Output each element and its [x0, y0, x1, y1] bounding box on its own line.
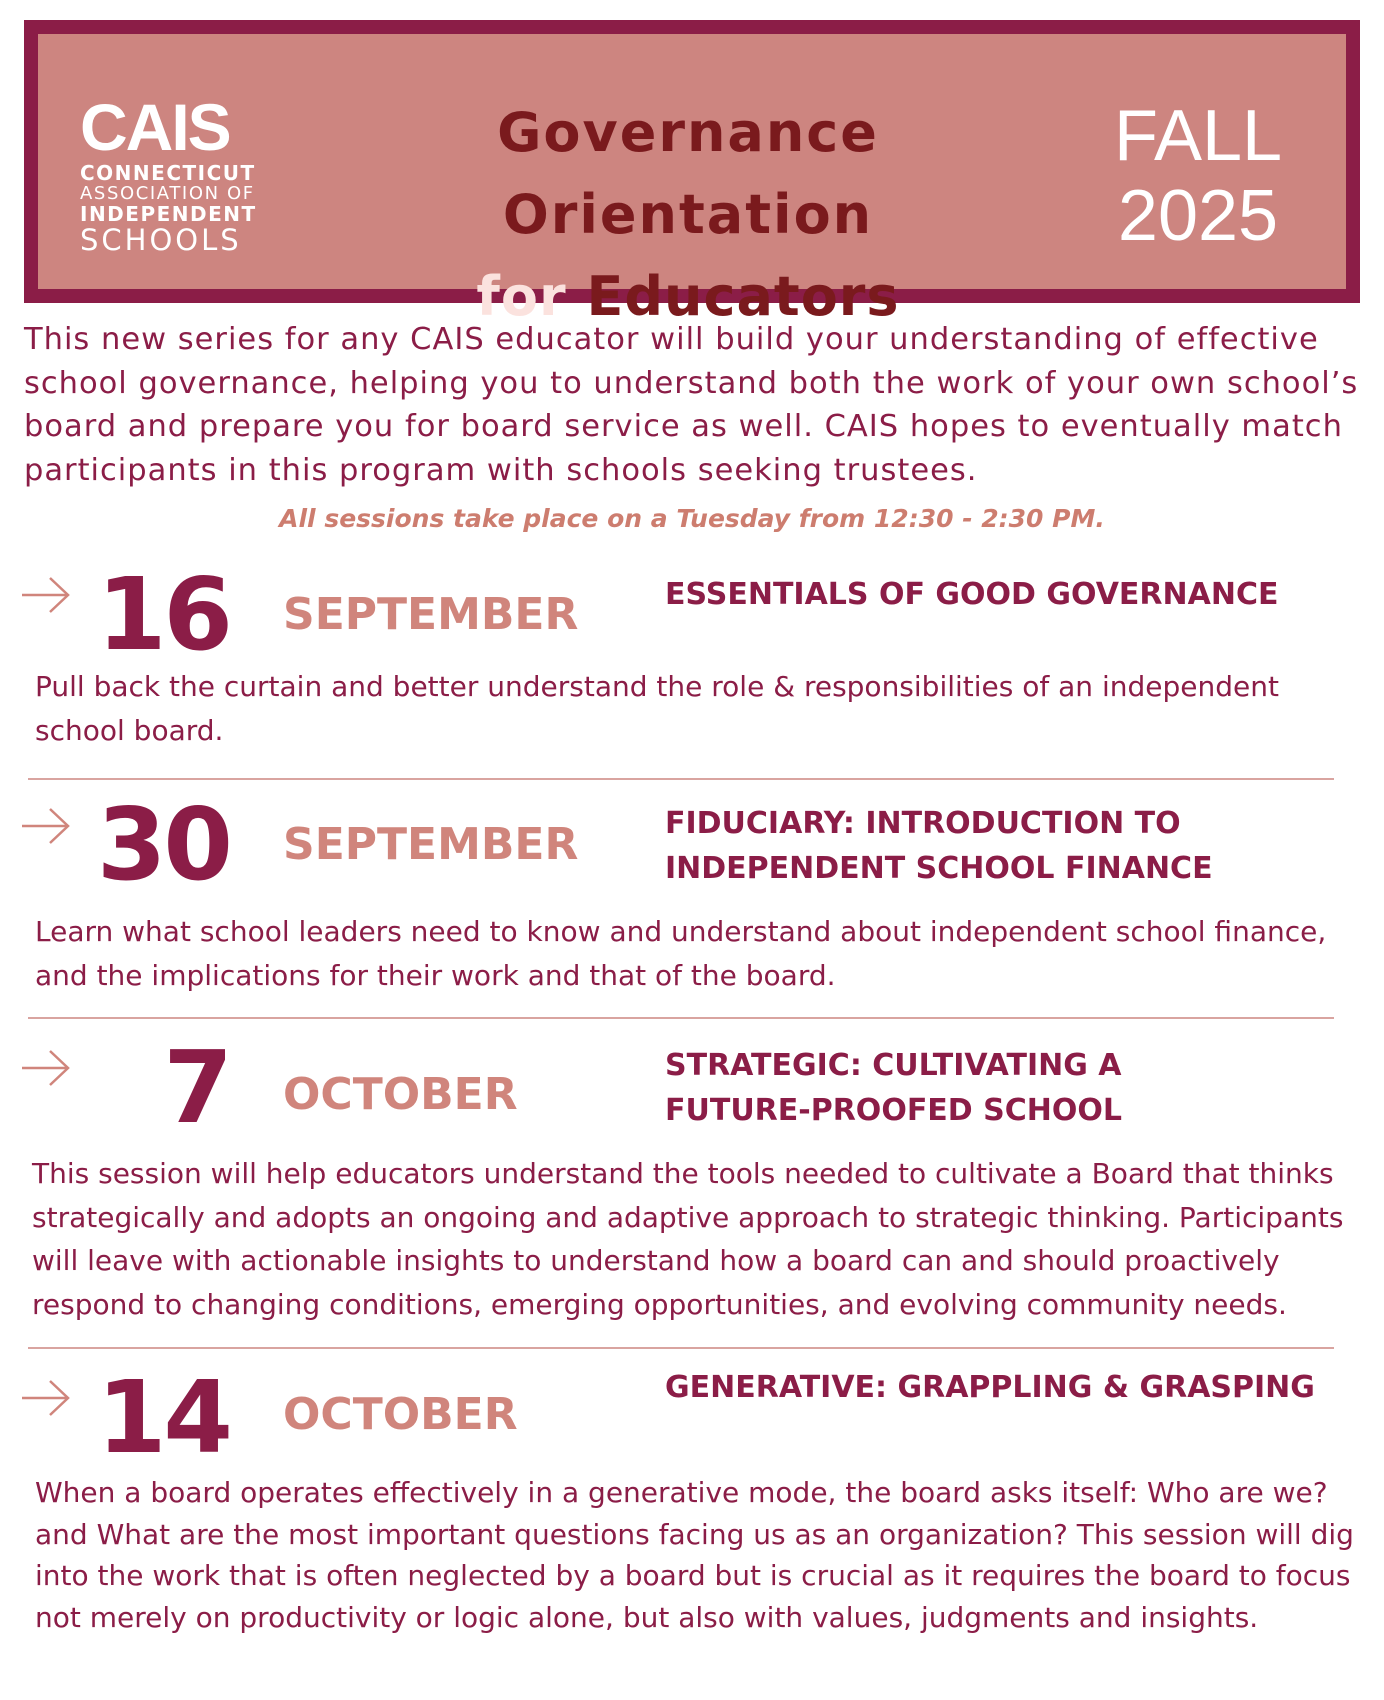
- logo-mark: CAIS: [80, 90, 230, 164]
- session-month: OCTOBER: [283, 1069, 518, 1120]
- session-day: 7: [163, 1029, 230, 1146]
- session-topic: ESSENTIALS OF GOOD GOVERNANCE: [665, 577, 1279, 612]
- logo-line-connecticut: CONNECTICUT: [80, 161, 256, 185]
- cais-logo: [80, 90, 270, 257]
- page-title: [338, 92, 1038, 338]
- title-line-1: Governance Orientation: [497, 101, 879, 246]
- divider: [28, 778, 1334, 780]
- session-day: 30: [96, 786, 230, 903]
- session-month: OCTOBER: [283, 1389, 518, 1440]
- title-educators: Educators: [586, 265, 900, 328]
- session-day: 14: [96, 1359, 230, 1476]
- logo-line-association: ASSOCIATION OF: [80, 183, 255, 204]
- season-label: [1088, 96, 1308, 256]
- session-description: Learn what school leaders need to know and understand about independent school finance, and the implications for their work and that of the board.: [35, 915, 1327, 992]
- session-day: 16: [96, 556, 230, 673]
- logo-line-independent: INDEPENDENT: [80, 202, 257, 226]
- season-text: FALL: [1113, 96, 1283, 176]
- session-topic: GENERATIVE: GRAPPLING & GRASPING: [665, 1370, 1315, 1405]
- header-banner-inner: [38, 34, 1346, 328]
- divider: [28, 1017, 1334, 1019]
- session-description: This session will help educators understand the tools needed to cultivate a Board that thinks strategically and adopts an ongoing and adaptive approach to strategic thinking. Participants will leave with actionable insights to understand how a board can and should proactively respond to changing conditions, emerging opportunities, and evolving community needs.: [32, 1157, 1344, 1321]
- session-topic: STRATEGIC: CULTIVATING A FUTURE-PROOFED SCHOOL: [665, 1048, 1123, 1128]
- session-month: SEPTEMBER: [283, 589, 579, 640]
- session-topic: FIDUCIARY: INTRODUCTION TO INDEPENDENT SCHOOL FINANCE: [665, 806, 1213, 886]
- session-description: Pull back the curtain and better understand the role & responsibilities of an independent school board.: [35, 670, 1279, 747]
- intro-paragraph: This new series for any CAIS educator will build your understanding of effective school governance, helping you to understand both the work of your own school’s board and prepare you for board service as well. CAIS hopes to eventually match participants in this program with schools seeking trustees.: [24, 322, 1359, 488]
- logo-line-schools: SCHOOLS: [80, 223, 242, 257]
- title-for: for: [476, 265, 567, 328]
- header-banner: [24, 20, 1360, 328]
- session-description: When a board operates effectively in a generative mode, the board asks itself: Who are we? and What are the most important questions facing us as an organization? This session will dig into the work that is often neglected by a board but is crucial as it requires the board to focus not merely on productivity or logic alone, but also with values, judgments and insights.: [35, 1476, 1354, 1634]
- schedule-note: All sessions take place on a Tuesday from 12:30 - 2:30 PM.: [279, 504, 1105, 533]
- divider: [28, 1347, 1334, 1349]
- season-year: 2025: [1117, 176, 1279, 256]
- session-month: SEPTEMBER: [283, 819, 579, 870]
